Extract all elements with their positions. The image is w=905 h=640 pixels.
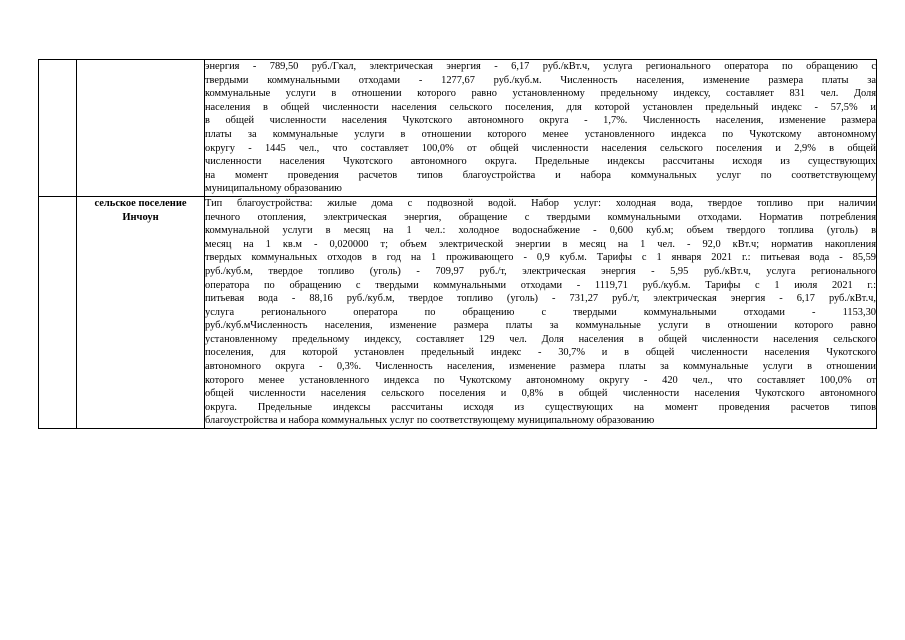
description-line: общей численности населения сельского поселения и 0,8% в общей численности населения Чукотского автономного [205,388,876,400]
description-line: руб./куб.мЧисленность населения, изменение размера платы за коммунальные услуги в отношении которого равно [205,320,876,332]
description-line: численности населения Чукотского автономного округа. Предельные индексы рассчитаны исходя из существующих [205,156,876,168]
table-row [39,60,877,197]
description-line: месяц на 1 кв.м - 0,020000 т; объем электрической энергии в месяц на 1 чел. - 92,0 кВт.ч; норматив накопления [205,238,876,250]
table-body [39,60,877,429]
description-line: установленному предельному индексу, составляет 129 чел. Доля населения в общей численности населения сельского [205,333,876,345]
description-line: поселения, для которой установлен предельный индекс - 30,7% и в общей численности населения Чукотского [205,347,876,359]
description-line: Тип благоустройства: жилые дома с подвозной водой. Набор услуг: холодная вода, твердое топливо при наличии [205,197,876,209]
description-line: в общей численности населения Чукотского автономного округа - 1,7%. Численность населения, изменение размера [205,115,876,127]
description-line: энергия - 789,50 руб./Гкал, электрическая энергия - 6,17 руб./кВт.ч, услуга регионального оператора по обращению с [205,61,876,72]
description-line: коммунальной услуги в месяц на 1 чел.: холодное водоснабжение - 0,600 куб.м; объем твердого топлива (уголь) в [205,225,876,237]
description-cell [205,60,877,197]
description-line: платы за коммунальные услуги в отношении которого менее установленного индекса по Чукотскому автономному [205,128,876,140]
description-line: округа. Предельные индексы рассчитаны исходя из существующих на момент проведения расчетов типов [205,401,876,413]
table-row [39,196,877,428]
description-line: которого менее установленного индекса по Чукотскому автономному округу - 420 чел., что составляет 100,0% от [205,374,876,386]
description-cell [205,196,877,428]
description-line: автономного округа - 0,3%. Численность населения, изменение размера платы за коммунальные услуги в отношении [205,361,876,373]
description-line: благоустройства и набора коммунальных услуг по соответствующему муниципальному образованию [205,415,655,427]
description-line: услуга регионального оператора по обращению с твердыми коммунальными отходами - 1153,30 [205,306,876,318]
description-line: твердых коммунальных отходов в год на 1 проживающего - 0,9 куб.м. Тарифы с 1 января 2021 г.: питьевая вода - 85,59 [205,252,876,264]
settlement-name-cell: сельское поселение Инчоун [77,196,205,428]
row-number-cell [39,196,77,428]
description-line: оператора по обращению с твердыми коммунальными отходами - 1119,71 руб./куб.м. Тарифы с 1 июля 2021 г.: [205,279,876,291]
description-line: питьевая вода - 88,16 руб./куб.м, твердое топливо (уголь) - 731,27 руб./т, электрическая энергия - 6,17 руб./кВт.ч, [205,293,876,305]
description-line: населения в общей численности населения сельского поселения, для которой установлен предельный индекс - 57,5% и [205,101,876,113]
description-line: руб./куб.м, твердое топливо (уголь) - 709,97 руб./т, электрическая энергия - 5,95 руб./кВт.ч, услуга регионального [205,265,876,277]
description-line: муниципальному образованию [205,183,342,195]
description-line: коммунальные услуги в отношении которого равно установленному предельному индексу, составляет 831 чел. Доля [205,88,876,100]
description-line: округу - 1445 чел., что составляет 100,0% от общей численности населения сельского поселения и 2,9% в общей [205,142,876,154]
row-number-cell [39,60,77,197]
tariff-table [38,59,877,429]
description-line: твердыми коммунальными отходами - 1277,67 руб./куб.м. Численность населения, изменение размера платы за [205,74,876,86]
settlement-name-cell [77,60,205,197]
description-line: на момент проведения расчетов типов благоустройства и набора коммунальных услуг по соответствующему [205,169,876,181]
description-line: печного отопления, электрическая энергия, обращение с твердыми коммунальными отходами. Норматив потребления [205,211,876,223]
